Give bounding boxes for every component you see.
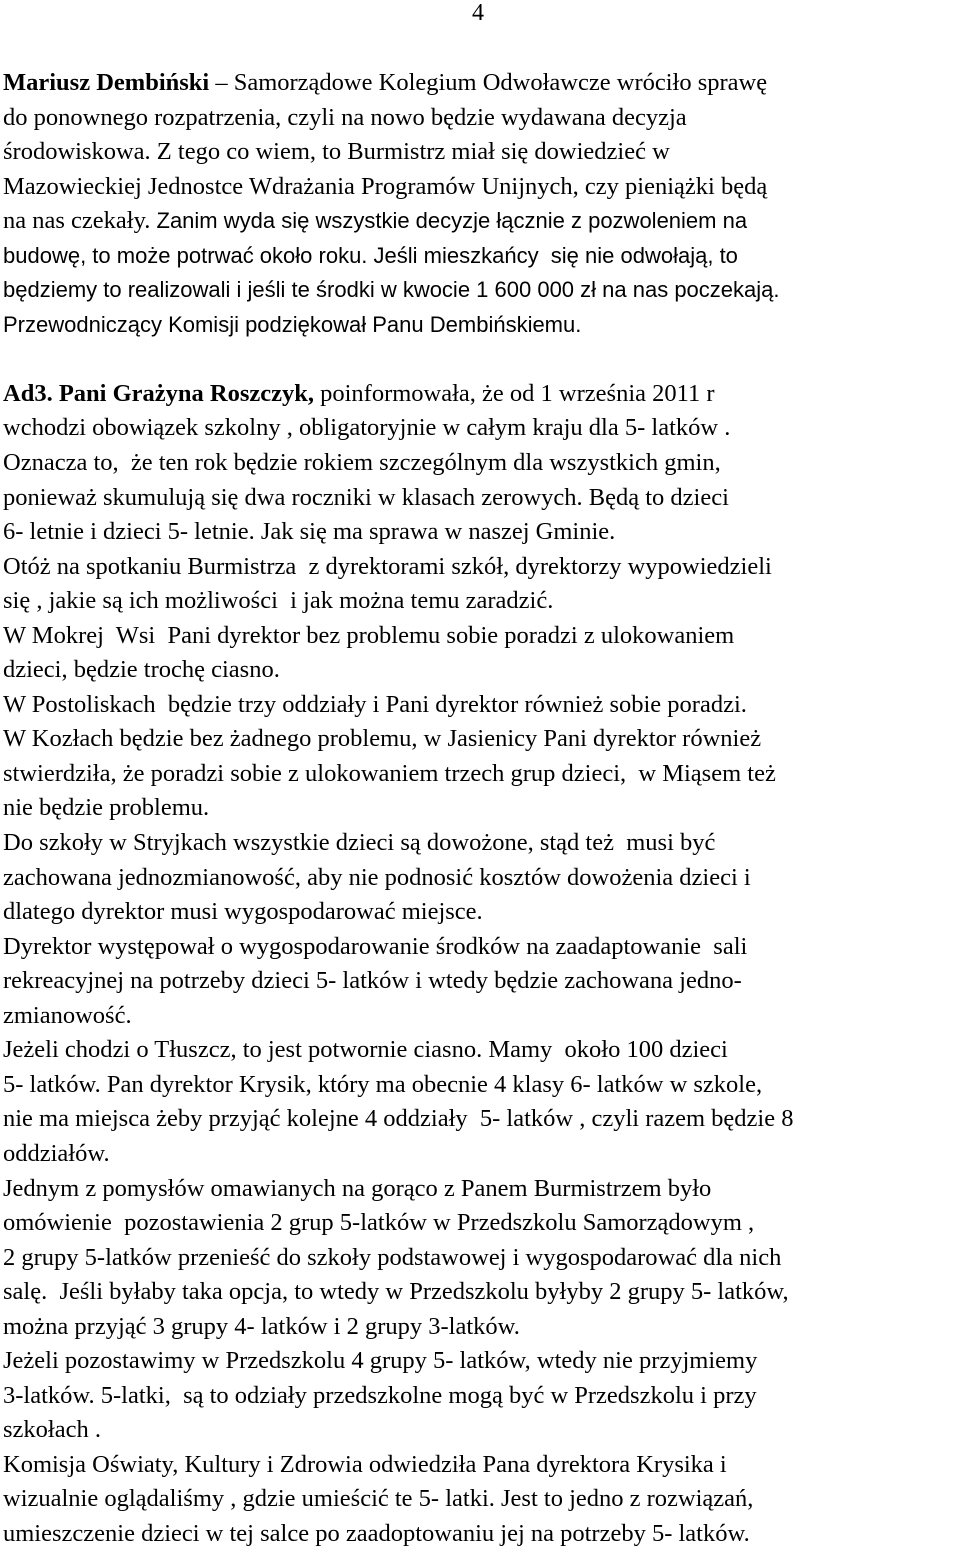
text-run: 5- latków. Pan dyrektor Krysik, który ma obecnie 4 klasy 6- latków w szkole, (3, 1070, 763, 1098)
text-line (3, 584, 960, 619)
text-line (3, 1206, 960, 1241)
text-line (3, 1310, 960, 1345)
text-line (3, 1068, 960, 1103)
text-line (3, 1033, 960, 1068)
text-line (3, 826, 960, 861)
text-line (3, 653, 960, 688)
text-run: zmianowość. (3, 1001, 132, 1029)
text-line (3, 930, 960, 965)
text-line (3, 170, 960, 205)
text-line (3, 550, 960, 585)
text-line (3, 1517, 960, 1552)
text-run: dzieci, będzie trochę ciasno. (3, 656, 280, 684)
text-run: Komisja Oświaty, Kultury i Zdrowia odwiedziła Pana dyrektora Krysika i (3, 1450, 727, 1478)
text-run: dlatego dyrektor musi wygospodarować miejsce. (3, 898, 483, 926)
text-run: 6- letnie i dzieci 5- letnie. Jak się ma sprawa w naszej Gminie. (3, 518, 616, 546)
text-run: Oznacza to, że ten rok będzie rokiem szczególnym dla wszystkich gmin, (3, 449, 721, 477)
text-run: na nas czekały. (3, 207, 157, 235)
text-run: oddziałów. (3, 1139, 110, 1167)
text-line (3, 1241, 960, 1276)
text-line (3, 1102, 960, 1137)
text-run: zachowana jednozmianowość, aby nie podnosić kosztów dowożenia dzieci i (3, 863, 751, 891)
text-line (3, 101, 960, 136)
text-line (3, 411, 960, 446)
blank-line (3, 342, 960, 377)
text-line (3, 791, 960, 826)
text-line (3, 1344, 960, 1379)
text-run: 3-latków. 5-latki, są to odziały przedszkolne mogą być w Przedszkolu i przy (3, 1381, 757, 1409)
bold-text-run: Ad3. Pani Grażyna Roszczyk, (3, 379, 314, 407)
text-line (3, 688, 960, 723)
text-run: Jeśli mieszkańcy się nie odwołają, to (373, 242, 738, 268)
text-run: W Postoliskach będzie trzy oddziały i Pani dyrektor również sobie poradzi. (3, 690, 747, 718)
text-line (3, 446, 960, 481)
page-number: 4 (472, 0, 484, 26)
text-line (3, 1482, 960, 1517)
text-line (3, 861, 960, 896)
text-run: Jeżeli chodzi o Tłuszcz, to jest potwornie ciasno. Mamy około 100 dzieci (3, 1036, 728, 1064)
text-run: rekreacyjnej na potrzeby dzieci 5- latków i wtedy będzie zachowana jedno- (3, 967, 742, 995)
text-run: do ponownego rozpatrzenia, czyli na nowo będzie wydawana decyzja (3, 103, 687, 131)
document-body (3, 66, 960, 1552)
text-run: będziemy to realizowali i jeśli te środki w kwocie 1 600 000 zł na nas poczekają. (3, 277, 780, 303)
text-run: Otóż na spotkaniu Burmistrza z dyrektorami szkół, dyrektorzy wypowiedzieli (3, 552, 772, 580)
text-run: ponieważ skumulują się dwa roczniki w klasach zerowych. Będą to dzieci (3, 483, 729, 511)
text-run: – Samorządowe Kolegium Odwoławcze wróciło sprawę (209, 69, 768, 96)
text-line (3, 204, 960, 239)
text-line (3, 135, 960, 170)
text-line (3, 377, 960, 412)
text-run: nie ma miejsca żeby przyjąć kolejne 4 oddziały 5- latków , czyli razem będzie 8 (3, 1105, 794, 1133)
text-run: W Mokrej Wsi Pani dyrektor bez problemu sobie poradzi z ulokowaniem (3, 621, 735, 649)
text-run: wchodzi obowiązek szkolny , obligatoryjnie w całym kraju dla 5- latków . (3, 414, 731, 442)
text-line (3, 273, 960, 308)
text-line (3, 964, 960, 999)
text-line (3, 895, 960, 930)
text-run: środowiskowa. Z tego co wiem, to Burmistrz miał się dowiedzieć w (3, 138, 670, 166)
text-run: 2 grupy 5-latków przenieść do szkoły podstawowej i wygospodarować dla nich (3, 1243, 782, 1271)
text-run: się , jakie są ich możliwości i jak można temu zaradzić. (3, 587, 554, 615)
text-line (3, 619, 960, 654)
text-run: W Kozłach będzie bez żadnego problemu, w Jasienicy Pani dyrektor również (3, 725, 762, 753)
text-run: salę. Jeśli byłaby taka opcja, to wtedy w Przedszkolu byłyby 2 grupy 5- latków, (3, 1278, 789, 1306)
text-line (3, 1413, 960, 1448)
text-run: Przewodniczący Komisji podziękował Panu Dembińskiemu. (3, 311, 582, 337)
text-run: szkołach . (3, 1416, 101, 1444)
text-run: poinformowała, że od 1 września 2011 r (314, 379, 715, 407)
bold-text-run: Mariusz Dembiński (3, 69, 210, 96)
text-run: wizualnie oglądaliśmy , gdzie umieścić te 5- latki. Jest to jedno z rozwiązań, (3, 1485, 754, 1513)
text-run: Dyrektor występował o wygospodarowanie środków na zaadaptowanie sali (3, 932, 748, 960)
text-line (3, 66, 960, 101)
text-line (3, 239, 960, 274)
text-line (3, 1275, 960, 1310)
text-line (3, 1379, 960, 1414)
text-line (3, 999, 960, 1034)
text-run: można przyjąć 3 grupy 4- latków i 2 grupy 3-latków. (3, 1312, 520, 1340)
text-run: nie będzie problemu. (3, 794, 210, 822)
text-line (3, 1137, 960, 1172)
text-line (3, 757, 960, 792)
text-run: Mazowieckiej Jednostce Wdrażania Programów Unijnych, czy pieniążki będą (3, 172, 768, 200)
text-line (3, 722, 960, 757)
text-run: Do szkoły w Stryjkach wszystkie dzieci są dowożone, stąd też musi być (3, 829, 716, 857)
text-line (3, 1172, 960, 1207)
text-run: stwierdziła, że poradzi sobie z ulokowaniem trzech grup dzieci, w Miąsem też (3, 759, 776, 787)
text-line (3, 515, 960, 550)
text-run: Jeżeli pozostawimy w Przedszkolu 4 grupy 5- latków, wtedy nie przyjmiemy (3, 1347, 758, 1375)
text-line (3, 1448, 960, 1483)
text-line (3, 481, 960, 516)
text-line (3, 308, 960, 343)
text-run: umieszczenie dzieci w tej salce po zaadoptowaniu jej na potrzeby 5- latków. (3, 1519, 750, 1547)
text-run: Jednym z pomysłów omawianych na gorąco z Panem Burmistrzem było (3, 1174, 712, 1202)
text-run: Zanim wyda się wszystkie decyzje łącznie z pozwoleniem na (156, 208, 748, 234)
text-run: budowę, to może potrwać około roku. (3, 242, 374, 268)
text-run: omówienie pozostawienia 2 grup 5-latków w Przedszkolu Samorządowym , (3, 1209, 755, 1237)
